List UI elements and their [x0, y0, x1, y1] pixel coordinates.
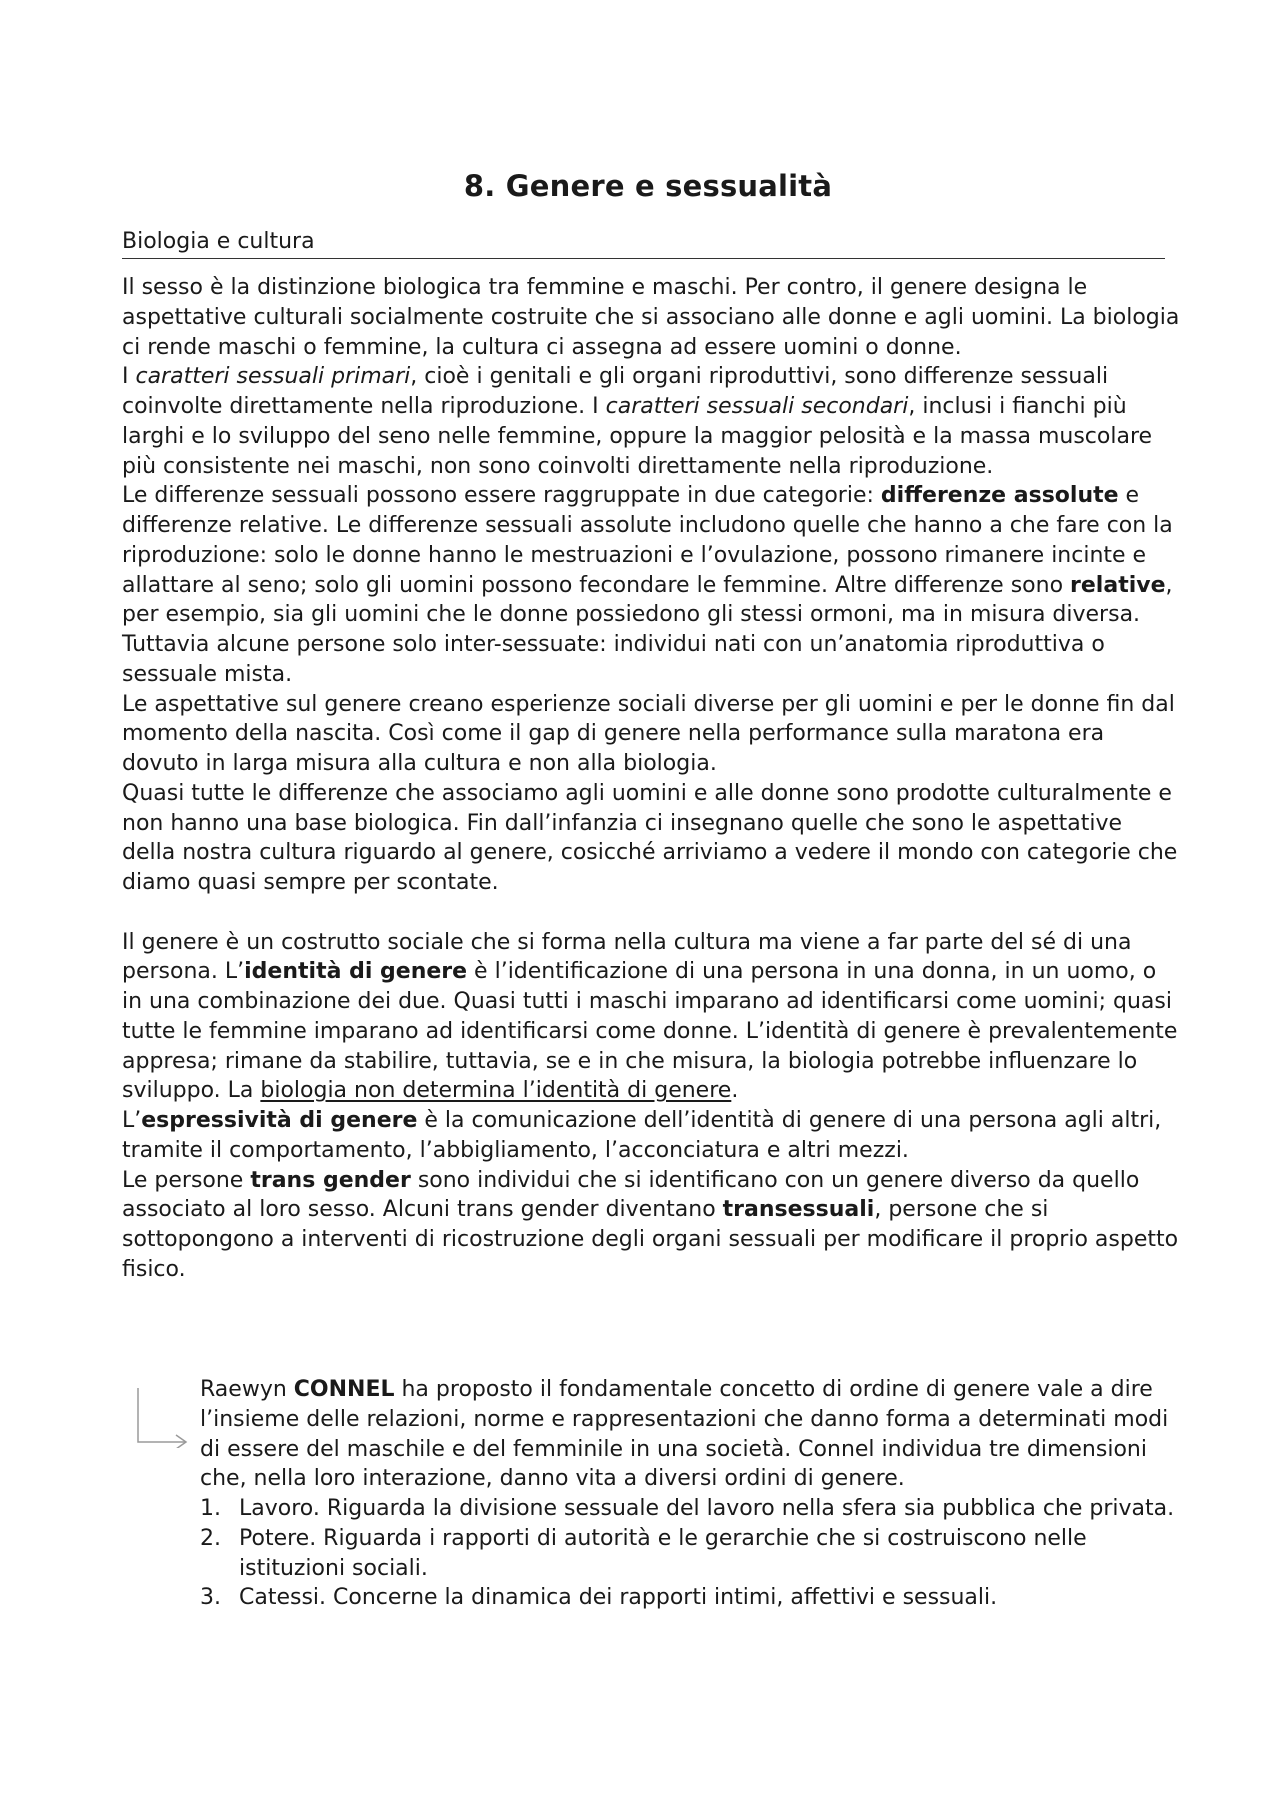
paragraph-gender-expression: L’espressività di genere è la comunicazione dell’identità di genere di una persona agli altri, tramite il comportamento, l’abbigliamento, l’acconciatura e altri mezzi. — [122, 1108, 1162, 1163]
paragraph-sex-gender: Il sesso è la distinzione biologica tra femmine e maschi. Per contro, il genere designa le aspettative culturali socialmente costruite che si associano alle donne e agli uomini. La biologia ci rende maschi o femmine, la cultura ci assegna ad essere uomini o donne. — [122, 275, 1180, 360]
section-heading: Biologia e cultura — [122, 229, 315, 254]
arrow-icon — [134, 1386, 190, 1448]
term-absolute-differences: differenze assolute — [880, 483, 1119, 509]
term-transsexual: transessuali — [722, 1197, 875, 1223]
paragraph-connel: Raewyn CONNEL ha proposto il fondamentale concetto di ordine di genere vale a dire l’insieme delle relazioni, norme e rappresentazioni che danno forma a determinati modi di essere del maschile e del femminile in una società. Connel individua tre dimensioni che, nella loro interazione, danno vita a diversi ordini di genere. — [200, 1377, 1169, 1492]
term-trans-gender: trans gender — [250, 1167, 411, 1193]
paragraph-expectations: Le aspettative sul genere creano esperienze sociali diverse per gli uomini e per le donne fin dal momento della nascita. Così come il gap di genere nella performance sulla maratona era dovuto in larga misura alla cultura e non alla biologia. — [122, 691, 1175, 776]
page-title: 8. Genere e sessualità — [463, 169, 833, 204]
document-body — [122, 273, 1182, 1285]
paragraph-differences: Le differenze sessuali possono essere raggruppate in due categorie: differenze assolute e differenze relative. Le differenze sessuali assolute includono quelle che hanno a che fare con la riproduzione: solo le donne hanno le mestruazioni e l’ovulazione, possono rimanere incinte e allattare al seno; solo gli uomini possono fecondare le femmine. Altre differenze sono relative, per esempio, sia gli uomini che le donne possiedono gli stessi ormoni, ma in misura diversa. Tuttavia alcune persone solo inter-sessuate: individui nati con un’anatomia riproduttiva o sessuale mista. — [122, 483, 1173, 687]
connel-block — [200, 1375, 1190, 1613]
paragraph-cultural-differences: Quasi tutte le differenze che associamo agli uomini e alle donne sono prodotte culturalmente e non hanno una base biologica. Fin dall’infanzia ci insegnano quelle che sono le aspettative della nostra cultura riguardo al genere, cosicché arriviamo a vedere il mondo con categorie che diamo quasi sempre per scontate. — [122, 780, 1178, 895]
term-relative: relative — [1070, 572, 1166, 598]
list-item: 3. Catessi. Concerne la dinamica dei rapporti intimi, affettivi e sessuali. — [200, 1585, 998, 1611]
paragraph-gender-identity: Il genere è un costrutto sociale che si forma nella cultura ma viene a far parte del sé di una persona. L’identità di genere è l’identificazione di una persona in una donna, in un uomo, o in una combinazione dei due. Quasi tutti i maschi imparano ad identificarsi come uomini; quasi tutte le femmine imparano ad identificarsi come donne. L’identità di genere è prevalentemente appresa; rimane da stabilire, tuttavia, se e in che misura, la biologia potrebbe influenzare lo sviluppo. La biologia non determina l’identità di genere. — [122, 929, 1178, 1104]
paragraph-sexual-characters: I caratteri sessuali primari, cioè i genitali e gli organi riproduttivi, sono differenze sessuali coinvolte direttamente nella riproduzione. I caratteri sessuali secondari, inclusi i fianchi più larghi e lo sviluppo del seno nelle femmine, oppure la maggior pelosità e la massa muscolare più consistente nei maschi, non sono coinvolti direttamente nella riproduzione. — [122, 364, 1153, 479]
section-divider — [122, 258, 1165, 259]
term-gender-expression: espressività di genere — [141, 1108, 418, 1133]
list-item: 2. Potere. Riguarda i rapporti di autorità e le gerarchie che si costruiscono nelle istituzioni sociali. — [200, 1525, 1087, 1581]
emphasis-secondary: caratteri sessuali secondari — [605, 394, 909, 419]
term-gender-identity: identità di genere — [244, 959, 468, 985]
paragraph-transgender: Le persone trans gender sono individui che si identificano con un genere diverso da quello associato al loro sesso. Alcuni trans gender diventano transessuali, persone che si sottopongono a interventi di ricostruzione degli organi sessuali per modificare il proprio aspetto fisico. — [122, 1167, 1179, 1282]
list-item: 1. Lavoro. Riguarda la divisione sessuale del lavoro nella sfera sia pubblica che privata. — [200, 1496, 1175, 1521]
paragraph-gap — [122, 898, 1182, 928]
author-name: CONNEL — [293, 1377, 395, 1402]
dimensions-list — [200, 1494, 1190, 1613]
underlined-biology-note: biologia non determina l’identità di genere — [260, 1078, 732, 1104]
emphasis-primary: caratteri sessuali primari — [135, 364, 411, 390]
